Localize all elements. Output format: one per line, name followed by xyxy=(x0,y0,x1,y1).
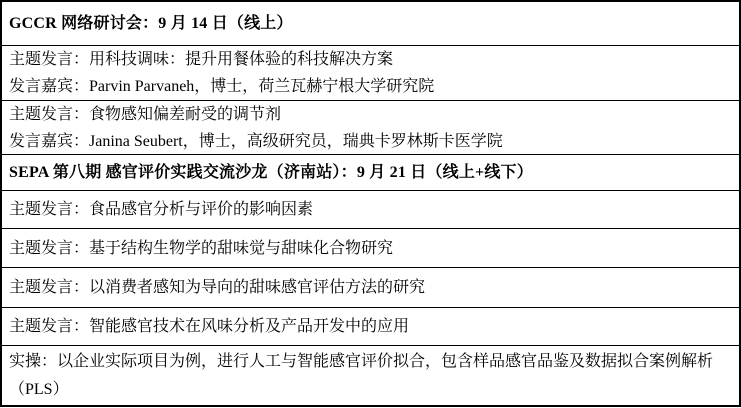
table-row-talk-3 xyxy=(2,191,739,229)
talk-speaker-text: 发言嘉宾：Janina Seubert，博士，高级研究员，瑞典卡罗林斯卡医学院 xyxy=(9,132,503,150)
section-header-text: SEPA 第八期 感官评价实践交流沙龙（济南站）：9 月 21 日（线上+线下） xyxy=(9,164,533,181)
talk-topic-text: 主题发言：食物感知偏差耐受的调节剂 xyxy=(9,105,282,123)
practice-session-text: 实操：以企业实际项目为例，进行人工与智能感官评价拟合，包含样品感官品鉴及数据拟合案例解析（PLS） xyxy=(9,352,714,398)
section-header-gccr-webinar xyxy=(2,2,739,46)
table-row-talk-5 xyxy=(2,268,739,308)
table-row-talk-1 xyxy=(2,46,739,101)
talk-topic-text: 主题发言：以消费者感知为导向的甜味感官评估方法的研究 xyxy=(9,279,426,296)
table-row-talk-4 xyxy=(2,229,739,268)
section-header-sepa-salon xyxy=(2,155,739,191)
talk-topic-text: 主题发言：基于结构生物学的甜味觉与甜味化合物研究 xyxy=(9,239,394,257)
table-row-practice-session xyxy=(2,346,739,405)
talk-topic-text: 主题发言：智能感官技术在风味分析及产品开发中的应用 xyxy=(9,318,410,335)
talk-topic-text: 主题发言：用科技调味：提升用餐体验的科技解决方案 xyxy=(9,51,394,68)
talk-topic-text: 主题发言：食品感官分析与评价的影响因素 xyxy=(9,201,314,218)
section-header-text: GCCR 网络研讨会：9 月 14 日（线上） xyxy=(9,15,293,32)
talk-speaker-text: 发言嘉宾：Parvin Parvaneh，博士，荷兰瓦赫宁根大学研究院 xyxy=(9,78,435,95)
table-row-talk-2 xyxy=(2,101,739,155)
table-row-talk-6 xyxy=(2,308,739,346)
